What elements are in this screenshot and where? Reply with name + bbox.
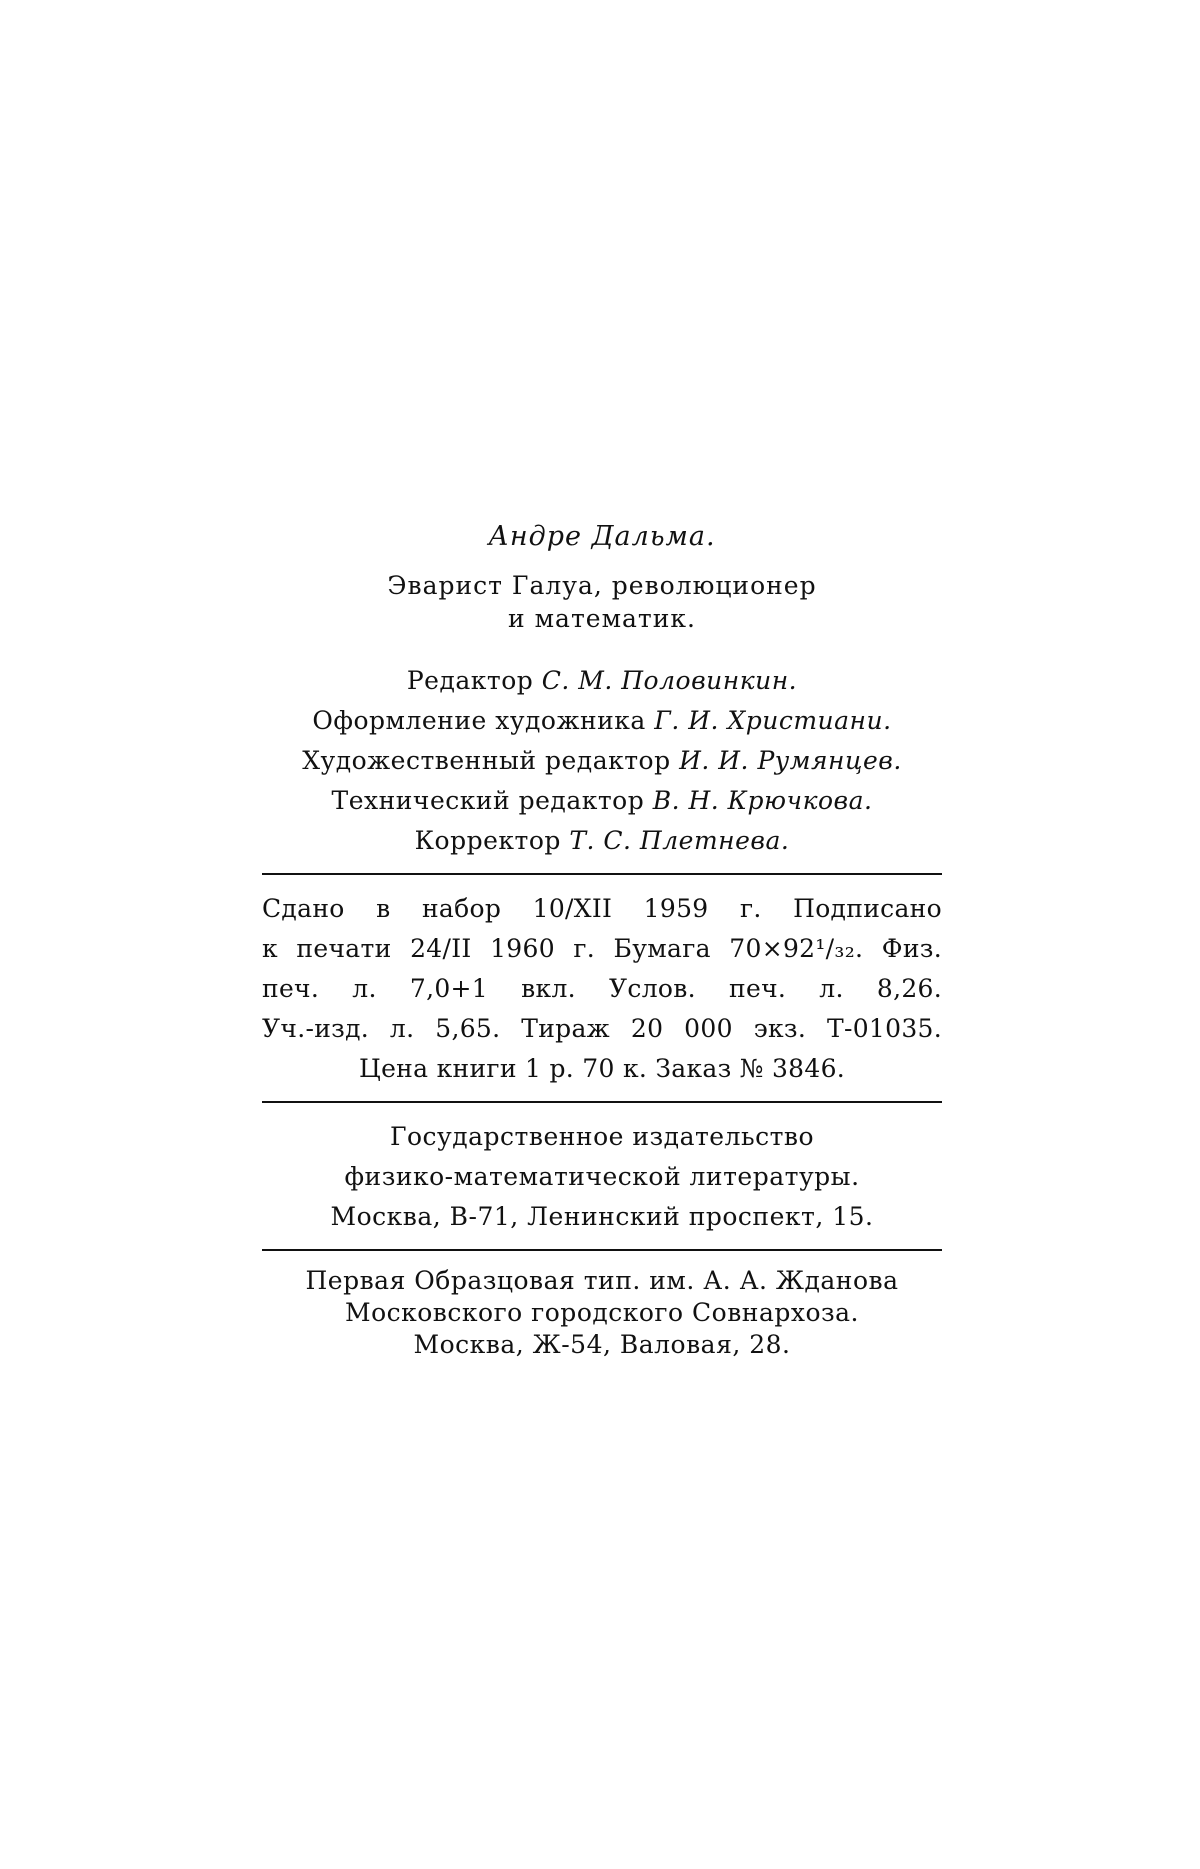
spacer <box>262 559 942 569</box>
credit-tech-editor-role: Технический редактор <box>331 786 645 815</box>
print-data <box>262 889 942 1089</box>
publisher-line-3: Москва, В-71, Ленинский проспект, 15. <box>330 1202 874 1231</box>
colophon-block <box>262 515 942 1361</box>
credit-editor-role: Редактор <box>406 666 534 695</box>
credit-editor <box>262 661 942 701</box>
print-data-line-5: Цена книги 1 р. 70 к. Заказ № 3846. <box>358 1054 846 1083</box>
credit-design-role: Оформление художника <box>312 706 646 735</box>
book-title-line-2: и математик. <box>507 604 696 633</box>
divider-rule <box>262 873 942 875</box>
credit-proofreader <box>262 821 942 861</box>
book-title-line-1: Эварист Галуа, революционер <box>387 571 817 600</box>
print-data-line-3: печ. л. 7,0+1 вкл. Услов. печ. л. 8,26. <box>262 974 942 1003</box>
publisher-block <box>262 1117 942 1237</box>
print-data-line-4: Уч.-изд. л. 5,65. Тираж 20 000 экз. Т-01035. <box>262 1014 942 1043</box>
credit-art-editor <box>262 741 942 781</box>
spacer <box>262 635 942 661</box>
credit-art-editor-name: И. И. Румянцев. <box>679 746 902 775</box>
credit-tech-editor <box>262 781 942 821</box>
printer-line-1: Первая Образцовая тип. им. А. А. Жданова <box>305 1266 899 1295</box>
credit-proofreader-name: Т. С. Плетнева. <box>569 826 790 855</box>
printer-line-2: Московского городского Совнархоза. <box>344 1298 859 1327</box>
divider-rule <box>262 1101 942 1103</box>
author-name: Андре Дальма. <box>488 521 716 552</box>
credit-proofreader-role: Корректор <box>414 826 561 855</box>
printer-line-3: Москва, Ж-54, Валовая, 28. <box>413 1330 791 1359</box>
credit-art-editor-role: Художественный редактор <box>302 746 671 775</box>
credit-design-name: Г. И. Христиани. <box>654 706 892 735</box>
staff-credits <box>262 661 942 861</box>
credit-editor-name: С. М. Половинкин. <box>541 666 798 695</box>
publisher-line-2: физико-математической литературы. <box>344 1162 860 1191</box>
credit-design <box>262 701 942 741</box>
print-data-line-1: Сдано в набор 10/XII 1959 г. Подписано <box>262 894 942 923</box>
printer-block <box>262 1265 942 1361</box>
book-title <box>262 569 942 635</box>
print-data-line-2: к печати 24/II 1960 г. Бумага 70×92¹/₃₂. Физ. <box>262 934 942 963</box>
publisher-line-1: Государственное издательство <box>389 1122 815 1151</box>
divider-rule <box>262 1249 942 1251</box>
credit-tech-editor-name: В. Н. Крючкова. <box>652 786 873 815</box>
